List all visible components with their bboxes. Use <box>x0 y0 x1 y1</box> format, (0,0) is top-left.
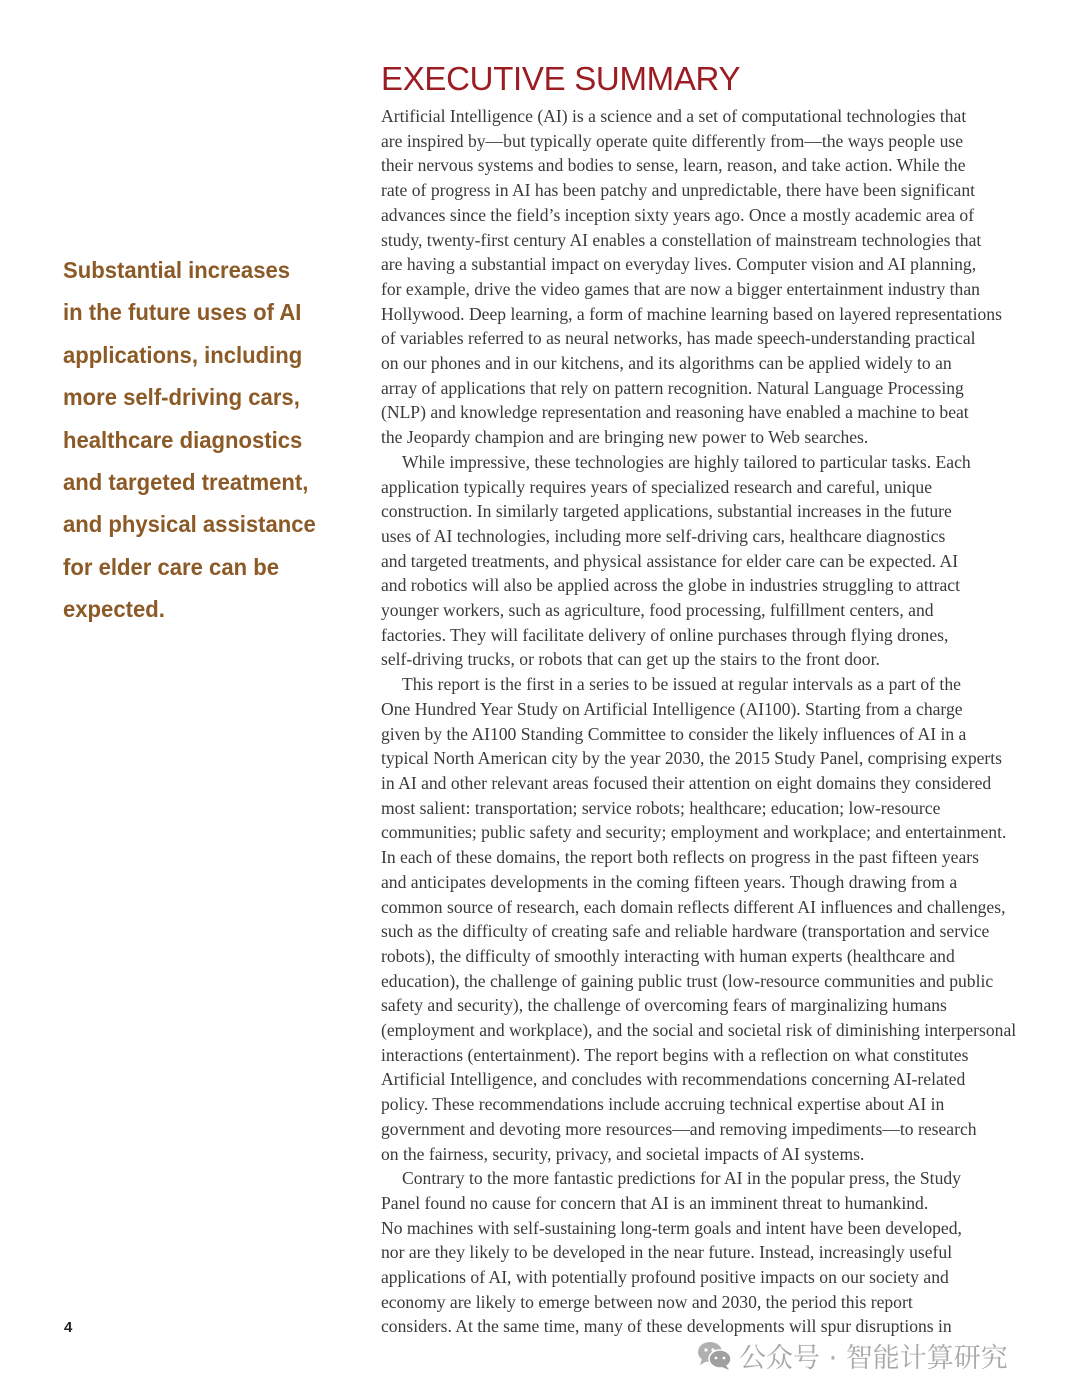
body-line: application typically requires years of specialized research and careful, unique <box>381 476 933 497</box>
paragraph-first-line: Contrary to the more fantastic predictions for AI in the popular press, the Study <box>402 1168 961 1189</box>
body-line: array of applications that rely on pattern recognition. Natural Language Processing <box>381 377 964 398</box>
body-line: study, twenty-first century AI enables a constellation of mainstream technologies that <box>381 229 982 250</box>
pull-quote-line: healthcare diagnostics <box>63 426 303 453</box>
body-line: factories. They will facilitate delivery of online purchases through flying drones, <box>381 624 949 645</box>
body-line: most salient: transportation; service robots; healthcare; education; low-resource <box>381 797 941 818</box>
pull-quote-line: and physical assistance <box>63 511 316 538</box>
body-line: self-driving trucks, or robots that can get up the stairs to the front door. <box>381 649 880 670</box>
page-number: 4 <box>64 1319 73 1336</box>
body-line: communities; public safety and security; employment and workplace; and entertainment. <box>381 822 1007 843</box>
body-text <box>381 104 1021 1339</box>
body-line: education), the challenge of gaining public trust (low-resource communities and public <box>381 970 994 991</box>
body-line: Hollywood. Deep learning, a form of machine learning based on layered representations <box>381 303 1002 324</box>
body-line: and robotics will also be applied across the globe in industries struggling to attract <box>381 575 961 596</box>
body-line: nor are they likely to be developed in the near future. Instead, increasingly useful <box>381 1242 953 1263</box>
body-line: rate of progress in AI has been patchy and unpredictable, there have been significant <box>381 180 976 201</box>
body-line: such as the difficulty of creating safe and reliable hardware (transportation and service <box>381 921 990 942</box>
body-line: safety and security), the challenge of overcoming fears of marginalizing humans <box>381 995 947 1016</box>
body-line: advances since the field’s inception sixty years ago. Once a mostly academic area of <box>381 204 975 225</box>
body-line: on the fairness, security, privacy, and societal impacts of AI systems. <box>381 1143 865 1164</box>
body-line: and targeted treatments, and physical assistance for elder care can be expected. AI <box>381 550 959 571</box>
body-line: Panel found no cause for concern that AI is an imminent threat to humankind. <box>381 1192 929 1213</box>
pull-quote-line: in the future uses of AI <box>63 299 302 326</box>
body-line: for example, drive the video games that are now a bigger entertainment industry than <box>381 278 980 299</box>
pull-quote-line: expected. <box>63 596 165 623</box>
body-line: No machines with self-sustaining long-term goals and intent have been developed, <box>381 1217 962 1238</box>
body-line: typical North American city by the year 2030, the 2015 Study Panel, comprising experts <box>381 748 1003 769</box>
pull-quote-line: Substantial increases <box>63 257 291 283</box>
wechat-icon <box>697 1340 733 1372</box>
body-line: younger workers, such as agriculture, food processing, fulfillment centers, and <box>381 600 934 621</box>
page-title: EXECUTIVE SUMMARY <box>381 60 741 97</box>
paragraph-first-line: This report is the first in a series to be issued at regular intervals as a part of the <box>402 674 961 695</box>
watermark <box>697 1336 1008 1375</box>
body-line: given by the AI100 Standing Committee to consider the likely influences of AI in a <box>381 723 967 744</box>
body-line: policy. These recommendations include accruing technical expertise about AI in <box>381 1094 945 1115</box>
body-line: of variables referred to as neural networks, has made speech-understanding practical <box>381 328 976 349</box>
watermark-text: 公众号 · 智能计算研究 <box>739 1343 1008 1374</box>
pull-quote-line: applications, including <box>63 341 303 368</box>
body-line: (employment and workplace), and the social and societal risk of diminishing interpersonal <box>381 1020 1017 1041</box>
body-line: One Hundred Year Study on Artificial Intelligence (AI100). Starting from a charge <box>381 698 963 719</box>
pull-quote-line: and targeted treatment, <box>63 469 309 496</box>
body-line: government and devoting more resources—and removing impediments—to research <box>381 1118 977 1139</box>
body-line: considers. At the same time, many of these developments will spur disruptions in <box>381 1316 952 1337</box>
body-line: (NLP) and knowledge representation and reasoning have enabled a machine to beat <box>381 402 969 423</box>
body-line: construction. In similarly targeted applications, substantial increases in the future <box>381 501 952 522</box>
body-line: their nervous systems and bodies to sense, learn, reason, and take action. While the <box>381 155 966 176</box>
body-line: are inspired by—but typically operate quite differently from—the ways people use <box>381 130 964 151</box>
body-line: economy are likely to emerge between now and 2030, the period this report <box>381 1291 913 1312</box>
body-line: Artificial Intelligence (AI) is a science and a set of computational technologies that <box>381 106 967 126</box>
pull-quote-line: more self-driving cars, <box>63 384 300 411</box>
body-line: applications of AI, with potentially profound positive impacts on our society and <box>381 1267 949 1288</box>
body-line: uses of AI technologies, including more self-driving cars, healthcare diagnostics <box>381 525 946 546</box>
body-line: and anticipates developments in the coming fifteen years. Though drawing from a <box>381 871 958 892</box>
body-line: Artificial Intelligence, and concludes with recommendations concerning AI-related <box>381 1069 966 1090</box>
body-line: interactions (entertainment). The report begins with a reflection on what constitutes <box>381 1044 969 1065</box>
body-line: common source of research, each domain reflects different AI influences and challenges, <box>381 896 1006 917</box>
pull-quote-line: for elder care can be <box>63 553 279 580</box>
pull-quote <box>63 249 341 631</box>
body-line: In each of these domains, the report both reflects on progress in the past fifteen years <box>381 847 979 868</box>
body-line: are having a substantial impact on everyday lives. Computer vision and AI planning, <box>381 254 977 275</box>
paragraph-first-line: While impressive, these technologies are highly tailored to particular tasks. Each <box>402 451 971 472</box>
body-line: on our phones and in our kitchens, and its algorithms can be applied widely to an <box>381 353 952 374</box>
body-line: robots), the difficulty of smoothly interacting with human experts (healthcare and <box>381 945 955 966</box>
body-line: in AI and other relevant areas focused their attention on eight domains they considered <box>381 772 992 793</box>
body-line: the Jeopardy champion and are bringing new power to Web searches. <box>381 427 869 448</box>
